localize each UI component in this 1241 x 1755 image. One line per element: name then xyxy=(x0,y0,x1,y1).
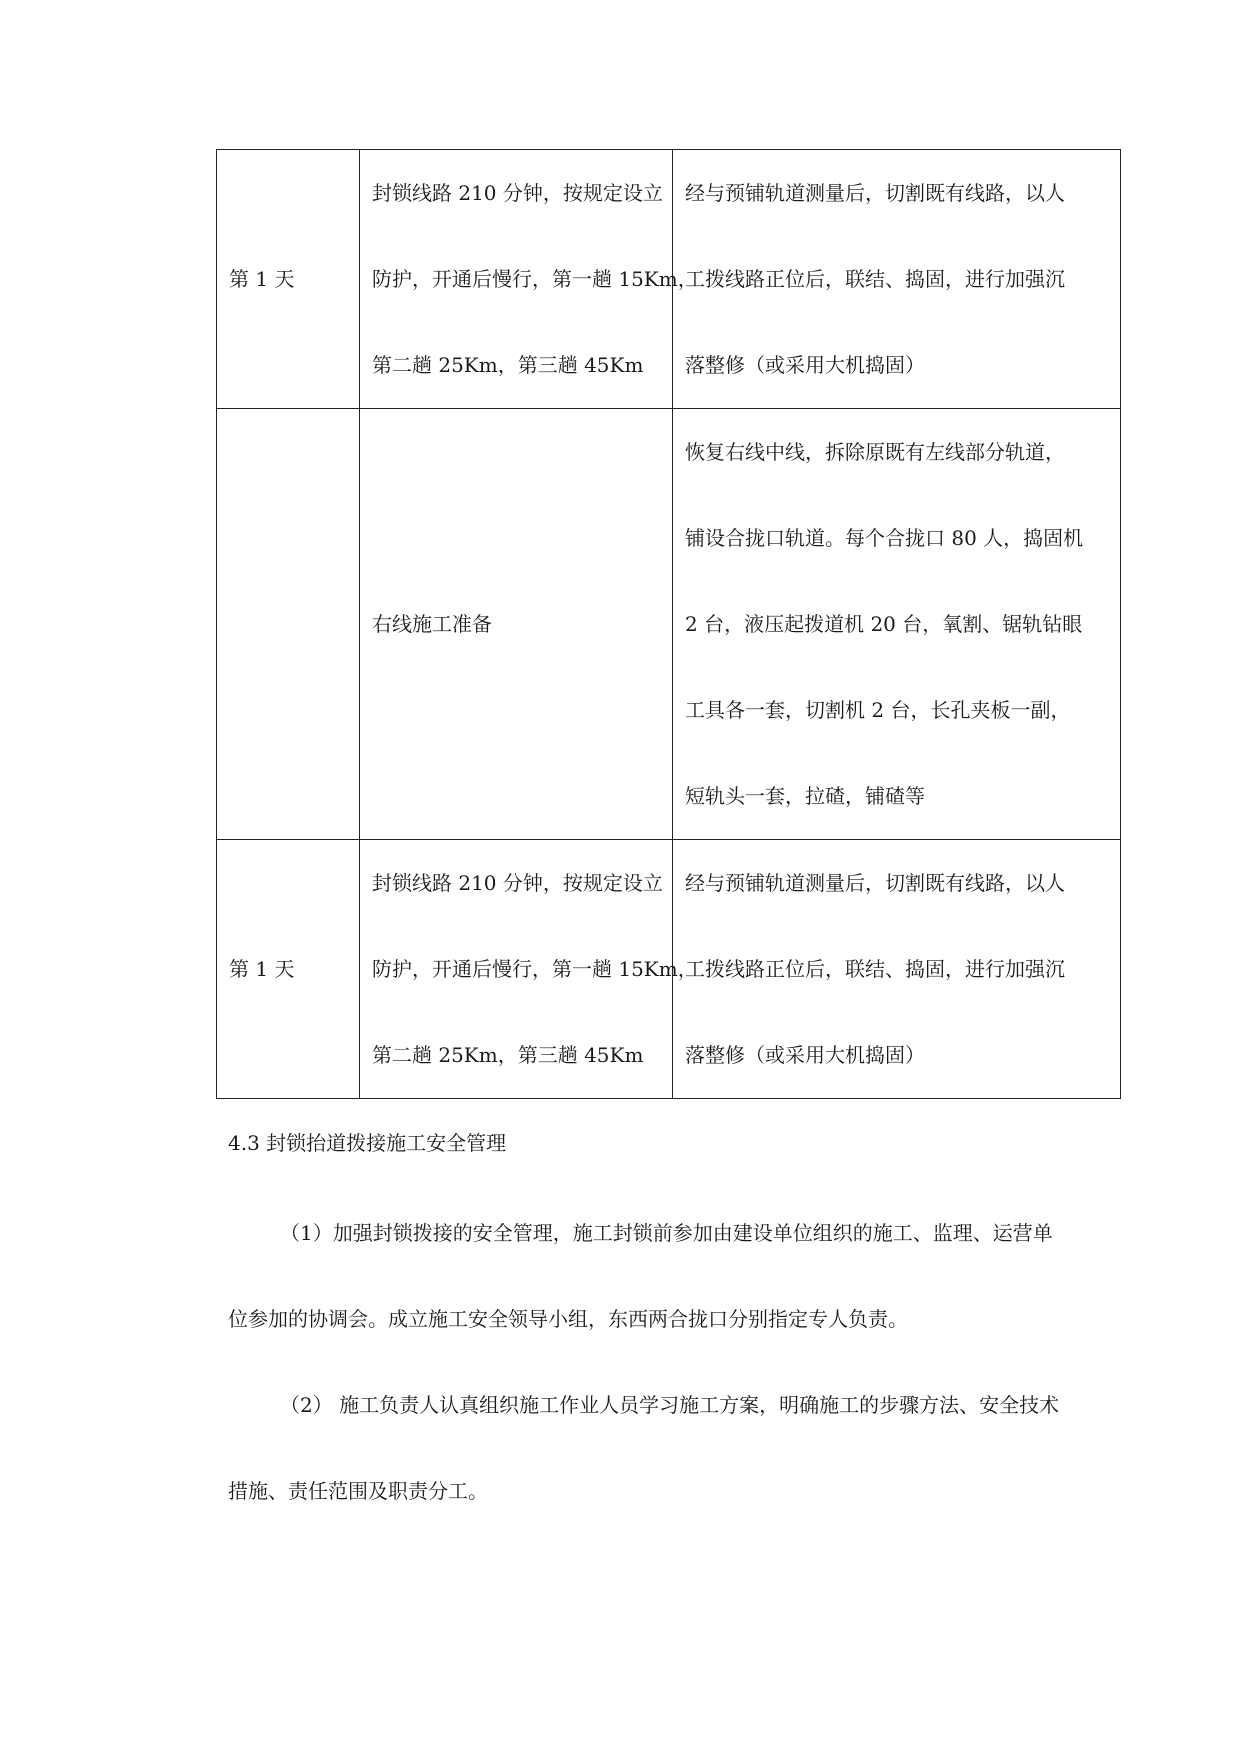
detail-cell xyxy=(673,150,1121,409)
table-row xyxy=(217,840,1121,1099)
detail-line: 落整修（或采用大机捣固） xyxy=(685,353,925,377)
task-line: 右线施工准备 xyxy=(372,612,492,636)
task-cell xyxy=(360,409,673,840)
task-line: 防护，开通后慢行，第一趟 15Km， xyxy=(372,957,698,981)
day-label: 第 1 天 xyxy=(229,267,295,291)
table-row xyxy=(217,409,1121,840)
detail-line: 落整修（或采用大机捣固） xyxy=(685,1043,925,1067)
day-cell xyxy=(217,409,360,840)
detail-line: 恢复右线中线，拆除原既有左线部分轨道， xyxy=(685,440,1065,464)
paragraph-line: 措施、责任范围及职责分工。 xyxy=(228,1479,488,1503)
day-cell xyxy=(217,840,360,1099)
day-label: 第 1 天 xyxy=(229,957,295,981)
section-heading: 4.3 封锁抬道拨接施工安全管理 xyxy=(228,1131,507,1155)
detail-cell xyxy=(673,409,1121,840)
detail-line: 经与预铺轨道测量后，切割既有线路，以人 xyxy=(685,181,1065,205)
task-line: 第二趟 25Km，第三趟 45Km xyxy=(372,1043,644,1067)
paragraph-line: （1）加强封锁拨接的安全管理，施工封锁前参加由建设单位组织的施工、监理、运营单 xyxy=(280,1221,1053,1245)
construction-schedule-table xyxy=(216,149,1121,1099)
detail-line: 工拨线路正位后，联结、捣固，进行加强沉 xyxy=(685,957,1065,981)
paragraph-line: （2） 施工负责人认真组织施工作业人员学习施工方案，明确施工的步骤方法、安全技术 xyxy=(280,1393,1060,1417)
table-row xyxy=(217,150,1121,409)
paragraph-line: 位参加的协调会。成立施工安全领导小组，东西两合拢口分别指定专人负责。 xyxy=(228,1307,908,1331)
detail-cell xyxy=(673,840,1121,1099)
task-cell xyxy=(360,840,698,1099)
task-line: 封锁线路 210 分钟，按规定设立 xyxy=(372,871,663,895)
detail-line: 工拨线路正位后，联结、捣固，进行加强沉 xyxy=(685,267,1065,291)
detail-line: 2 台，液压起拨道机 20 台，氧割、锯轨钻眼 xyxy=(685,612,1083,636)
paragraph xyxy=(228,1190,1123,1362)
task-cell xyxy=(360,150,698,409)
day-cell xyxy=(217,150,360,409)
detail-line: 经与预铺轨道测量后，切割既有线路，以人 xyxy=(685,871,1065,895)
task-line: 封锁线路 210 分钟，按规定设立 xyxy=(372,181,663,205)
detail-line: 短轨头一套，拉碴，铺碴等 xyxy=(685,784,925,808)
detail-line: 铺设合拢口轨道。每个合拢口 80 人，捣固机 xyxy=(685,526,1084,550)
detail-line: 工具各一套，切割机 2 台，长孔夹板一副， xyxy=(685,698,1071,722)
paragraph xyxy=(228,1362,1123,1534)
task-line: 防护，开通后慢行，第一趟 15Km， xyxy=(372,267,698,291)
task-line: 第二趟 25Km，第三趟 45Km xyxy=(372,353,644,377)
